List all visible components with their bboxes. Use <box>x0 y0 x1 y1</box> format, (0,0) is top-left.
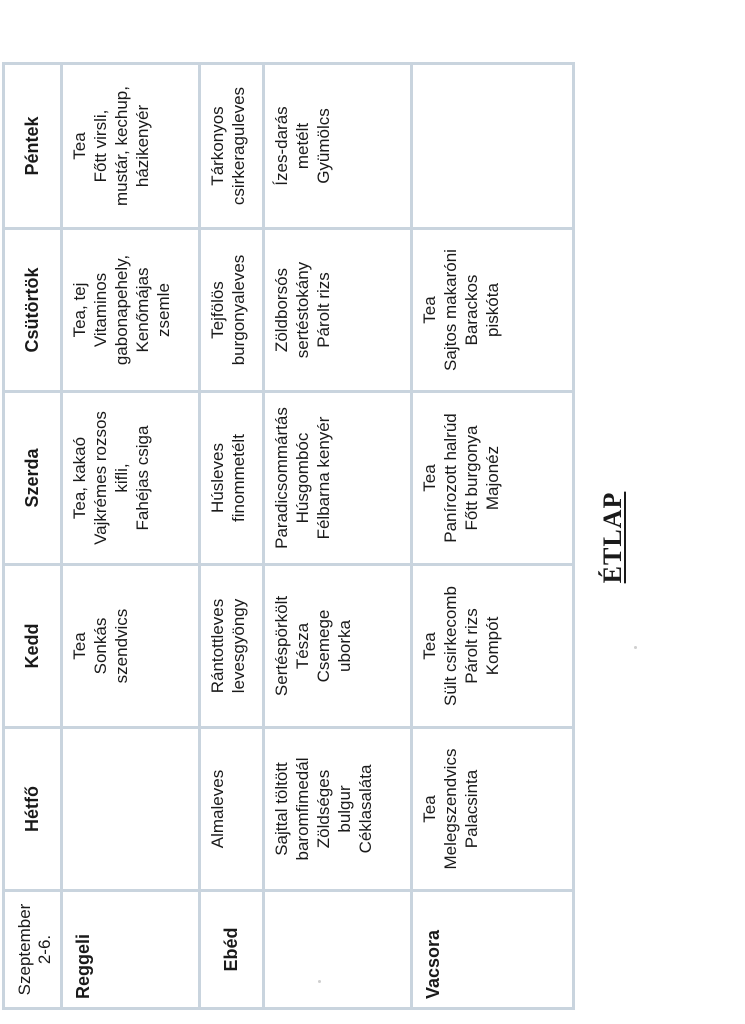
menu-cell <box>200 565 264 728</box>
dish-line: baromfimedál <box>293 757 312 861</box>
dish-line: Tea, kakaó <box>70 436 89 520</box>
dish-line: Almaleves <box>208 769 227 849</box>
dish-line: szendvics <box>112 608 131 684</box>
dish-line: Sajttal töltött <box>272 762 291 856</box>
dish-line: Céklasaláta <box>356 764 375 854</box>
dish-line: Húsgombóc <box>293 432 312 524</box>
dish-line: Sonkás <box>91 617 110 675</box>
dish-line: Vajkrémes rozsos <box>91 411 110 545</box>
dish-line: Sertéspörkölt <box>272 595 291 697</box>
menu-cell <box>412 728 574 891</box>
menu-sheet <box>2 65 652 1010</box>
day-header-friday: Péntek <box>4 64 62 229</box>
dish-line: Főtt burgonya <box>462 425 481 531</box>
dish-line: Főtt virsli, <box>91 109 110 183</box>
dish-line: csirkeraguleves <box>229 86 248 206</box>
dish-line: Húsleves <box>208 443 227 513</box>
menu-cell <box>62 392 200 565</box>
dish-line: Párolt rizs <box>314 272 333 348</box>
menu-cell <box>412 392 574 565</box>
dish-line: Tea <box>420 795 439 823</box>
day-header-monday: Hétfő <box>4 728 62 891</box>
dish-line: Párolt rizs <box>462 608 481 684</box>
dish-line: mustár, kechup, <box>112 86 131 207</box>
header-row <box>4 64 62 1009</box>
dish-line: Tea <box>420 464 439 492</box>
menu-cell <box>264 229 412 392</box>
dish-line: Tejfölös <box>208 281 227 339</box>
menu-cell <box>264 392 412 565</box>
dish-line: Kompót <box>483 616 502 676</box>
row-lunch-main <box>264 64 412 1009</box>
dish-line: sertéstokány <box>293 261 312 359</box>
page-title: ÉTLAP <box>598 491 627 584</box>
menu-cell <box>62 728 200 891</box>
dish-line: Kenőmájas <box>133 267 152 353</box>
day-header-wednesday: Szerda <box>4 392 62 565</box>
menu-cell <box>264 565 412 728</box>
row-label-lunch-main <box>264 891 412 1009</box>
menu-table <box>2 62 575 1010</box>
date-range-cell <box>4 891 62 1009</box>
dish-line: Zöldborsós <box>272 267 291 353</box>
dish-line: zsemle <box>154 283 173 337</box>
menu-cell <box>412 565 574 728</box>
dish-line: Tea, tej <box>70 282 89 338</box>
dish-line: házikenyér <box>133 104 152 188</box>
dish-line: Tea <box>70 132 89 160</box>
dish-line: gabonapehely, <box>112 254 131 366</box>
dish-line: Fahéjas csiga <box>133 425 152 531</box>
menu-cell <box>200 229 264 392</box>
dish-line: Tea <box>70 632 89 660</box>
row-dinner <box>412 64 574 1009</box>
dish-line: Paradicsommártás <box>272 407 291 549</box>
dish-line: Melegszendvics <box>441 748 460 870</box>
dish-line: Barackos <box>462 274 481 346</box>
paper-speck <box>634 646 637 649</box>
dish-line: Rántottleves <box>208 598 227 694</box>
row-lunch-soup <box>200 64 264 1009</box>
dish-line: Tésza <box>293 622 312 670</box>
dish-line: finommetélt <box>229 434 248 522</box>
row-label-dinner: Vacsora <box>412 891 574 1009</box>
dish-line: burgonyaleves <box>229 254 248 366</box>
row-label-breakfast: Reggeli <box>62 891 200 1009</box>
dish-line: kifli, <box>112 463 131 493</box>
day-header-thursday: Csütörtök <box>4 229 62 392</box>
menu-cell <box>62 229 200 392</box>
dish-line: Félbarna kenyér <box>314 416 333 540</box>
menu-cell <box>412 229 574 392</box>
day-header-tuesday: Kedd <box>4 565 62 728</box>
dish-line: metélt <box>293 122 312 170</box>
dish-line: Palacsinta <box>462 769 481 849</box>
menu-cell <box>62 565 200 728</box>
dish-line: Gyümölcs <box>314 108 333 184</box>
dish-line: bulgur <box>335 785 354 833</box>
date-month: Szeptember <box>14 903 34 996</box>
row-breakfast <box>62 64 200 1009</box>
dish-line: Sajtos makaróni <box>441 249 460 371</box>
dish-line: Tea <box>420 296 439 324</box>
dish-line: Ízes-darás <box>272 106 291 186</box>
menu-cell <box>200 392 264 565</box>
menu-cell <box>62 64 200 229</box>
date-days: 2-6. <box>34 934 54 965</box>
dish-line: Zöldséges <box>314 769 333 849</box>
dish-line: Sült csirkecomb <box>441 586 460 706</box>
menu-cell <box>264 728 412 891</box>
dish-line: Csemege <box>314 609 333 683</box>
dish-line: Vitaminos <box>91 272 110 348</box>
paper-speck <box>318 980 321 983</box>
menu-cell <box>200 64 264 229</box>
dish-line: uborka <box>335 620 354 672</box>
menu-cell <box>200 728 264 891</box>
menu-cell <box>412 64 574 229</box>
row-label-lunch: Ebéd <box>200 891 264 1009</box>
dish-line: levesgyöngy <box>229 598 248 694</box>
dish-line: Majonéz <box>483 445 502 511</box>
dish-line: piskóta <box>483 283 502 337</box>
dish-line: Tárkonyos <box>208 106 227 186</box>
dish-line: Tea <box>420 632 439 660</box>
menu-cell <box>264 64 412 229</box>
dish-line: Panírozott halrúd <box>441 413 460 543</box>
